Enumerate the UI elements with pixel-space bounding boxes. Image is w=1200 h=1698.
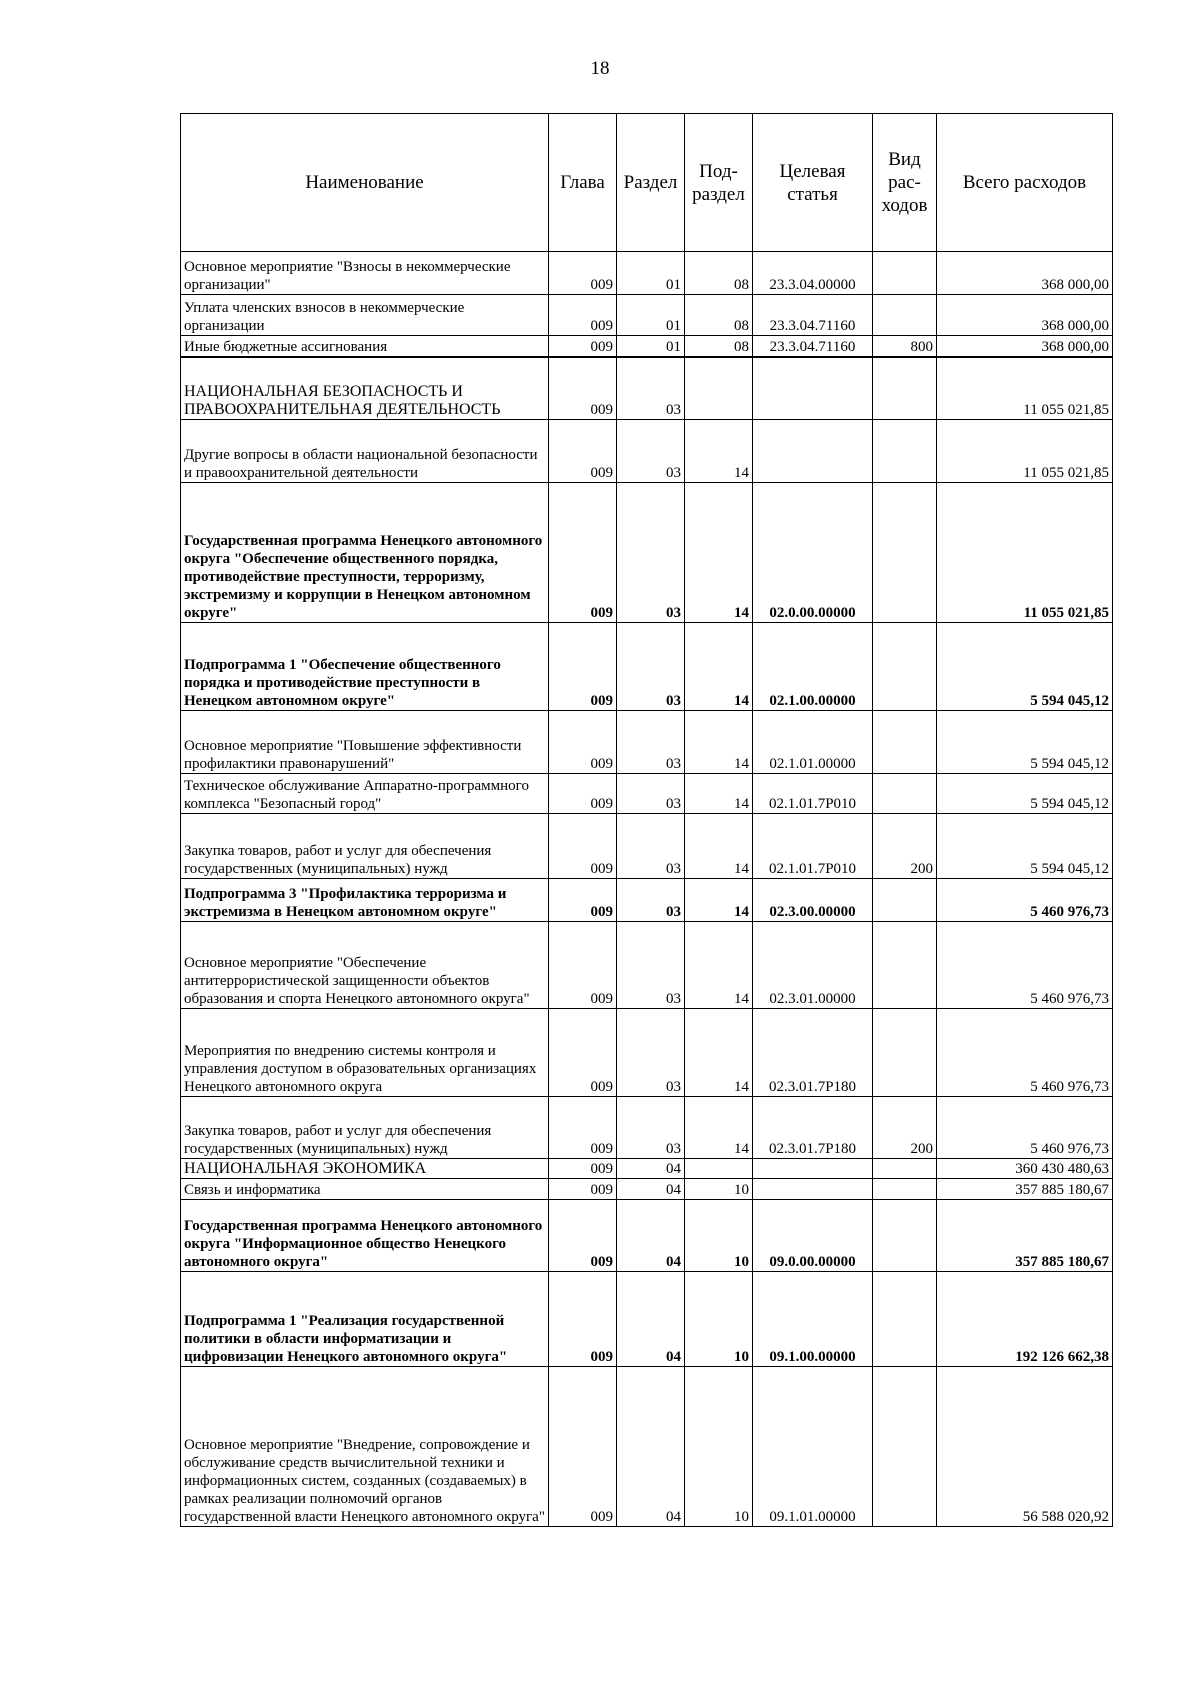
- row-total: 368 000,00: [937, 252, 1113, 295]
- row-chapter: 009: [549, 922, 617, 1009]
- budget-table: [180, 113, 1113, 1527]
- table-row: [181, 336, 1113, 357]
- row-name: Основное мероприятие "Повышение эффективности профилактики правонарушений": [181, 711, 549, 774]
- row-kind: [873, 711, 937, 774]
- table-row: [181, 295, 1113, 336]
- row-section: 03: [617, 357, 685, 420]
- row-section: 04: [617, 1367, 685, 1527]
- row-chapter: 009: [549, 1159, 617, 1179]
- row-target: 02.1.01.7Р010: [753, 774, 873, 814]
- row-subsection: 14: [685, 922, 753, 1009]
- row-chapter: 009: [549, 420, 617, 483]
- row-chapter: 009: [549, 1200, 617, 1272]
- row-name: Другие вопросы в области национальной безопасности и правоохранительной деятельности: [181, 420, 549, 483]
- row-target: 02.1.00.00000: [753, 623, 873, 711]
- row-target: [753, 357, 873, 420]
- row-chapter: 009: [549, 295, 617, 336]
- row-subsection: [685, 357, 753, 420]
- row-total: 360 430 480,63: [937, 1159, 1113, 1179]
- row-kind: [873, 295, 937, 336]
- row-chapter: 009: [549, 1367, 617, 1527]
- row-target: 09.0.00.00000: [753, 1200, 873, 1272]
- table-row: [181, 1009, 1113, 1097]
- row-section: 03: [617, 814, 685, 879]
- row-name: Основное мероприятие "Внедрение, сопровождение и обслуживание средств вычислительной техники и информационных систем, созданных (создаваемых) в рамках реализации полномочий органов государственной власти Ненецкого автономного округа": [181, 1367, 549, 1527]
- row-total: 11 055 021,85: [937, 357, 1113, 420]
- row-section: 03: [617, 922, 685, 1009]
- row-section: 03: [617, 774, 685, 814]
- row-kind: [873, 1009, 937, 1097]
- row-subsection: 14: [685, 623, 753, 711]
- row-chapter: 009: [549, 1009, 617, 1097]
- row-name: Уплата членских взносов в некоммерческие организации: [181, 295, 549, 336]
- row-section: 01: [617, 295, 685, 336]
- row-subsection: 14: [685, 774, 753, 814]
- row-target: 02.0.00.00000: [753, 483, 873, 623]
- page-number: 18: [590, 58, 610, 79]
- row-chapter: 009: [549, 1179, 617, 1200]
- row-kind: [873, 1159, 937, 1179]
- table-row: [181, 252, 1113, 295]
- row-kind: [873, 1367, 937, 1527]
- row-total: 357 885 180,67: [937, 1179, 1113, 1200]
- row-kind: [873, 1179, 937, 1200]
- table-row: [181, 879, 1113, 922]
- row-target: [753, 1179, 873, 1200]
- row-total: 11 055 021,85: [937, 420, 1113, 483]
- row-name: Основное мероприятие "Обеспечение антитеррористической защищенности объектов образования и спорта Ненецкого автономного округа": [181, 922, 549, 1009]
- row-section: 03: [617, 483, 685, 623]
- row-section: 03: [617, 1097, 685, 1159]
- row-section: 03: [617, 1009, 685, 1097]
- row-total: 5 594 045,12: [937, 774, 1113, 814]
- row-target: 02.3.01.7Р180: [753, 1097, 873, 1159]
- row-name: Мероприятия по внедрению системы контроля и управления доступом в образовательных организациях Ненецкого автономного округа: [181, 1009, 549, 1097]
- table-row: [181, 814, 1113, 879]
- row-total: 368 000,00: [937, 336, 1113, 357]
- row-chapter: 009: [549, 483, 617, 623]
- row-total: 5 594 045,12: [937, 711, 1113, 774]
- row-kind: [873, 879, 937, 922]
- row-section: 04: [617, 1200, 685, 1272]
- row-section: 04: [617, 1179, 685, 1200]
- table-row: [181, 623, 1113, 711]
- row-name: Связь и информатика: [181, 1179, 549, 1200]
- row-chapter: 009: [549, 774, 617, 814]
- row-chapter: 009: [549, 814, 617, 879]
- row-kind: [873, 483, 937, 623]
- table-row: [181, 357, 1113, 420]
- row-kind: [873, 922, 937, 1009]
- row-total: 192 126 662,38: [937, 1272, 1113, 1367]
- row-kind: [873, 1272, 937, 1367]
- table-row: [181, 420, 1113, 483]
- row-target: 23.3.04.00000: [753, 252, 873, 295]
- row-total: 5 460 976,73: [937, 1009, 1113, 1097]
- row-subsection: 10: [685, 1179, 753, 1200]
- row-target: [753, 420, 873, 483]
- header-subsection: Под- раздел: [685, 114, 753, 252]
- row-section: 03: [617, 623, 685, 711]
- row-total: 5 594 045,12: [937, 814, 1113, 879]
- row-chapter: 009: [549, 623, 617, 711]
- row-name: Иные бюджетные ассигнования: [181, 336, 549, 357]
- row-kind: [873, 357, 937, 420]
- row-subsection: 08: [685, 295, 753, 336]
- row-name: Государственная программа Ненецкого автономного округа "Информационное общество Ненецкого автономного округа": [181, 1200, 549, 1272]
- row-name: Закупка товаров, работ и услуг для обеспечения государственных (муниципальных) нужд: [181, 814, 549, 879]
- row-target: 09.1.00.00000: [753, 1272, 873, 1367]
- row-subsection: 14: [685, 420, 753, 483]
- row-target: 02.3.01.7Р180: [753, 1009, 873, 1097]
- row-target: [753, 1159, 873, 1179]
- row-total: 5 460 976,73: [937, 922, 1113, 1009]
- row-subsection: 14: [685, 1009, 753, 1097]
- row-section: 04: [617, 1159, 685, 1179]
- row-subsection: 08: [685, 336, 753, 357]
- header-target: Целевая статья: [753, 114, 873, 252]
- row-section: 04: [617, 1272, 685, 1367]
- table-row: [181, 483, 1113, 623]
- row-total: 5 460 976,73: [937, 1097, 1113, 1159]
- table-row: [181, 1179, 1113, 1200]
- row-subsection: 14: [685, 1097, 753, 1159]
- row-section: 01: [617, 336, 685, 357]
- row-target: 23.3.04.71160: [753, 336, 873, 357]
- row-section: 01: [617, 252, 685, 295]
- row-kind: [873, 420, 937, 483]
- row-chapter: 009: [549, 711, 617, 774]
- row-kind: 800: [873, 336, 937, 357]
- row-target: 02.3.01.00000: [753, 922, 873, 1009]
- row-chapter: 009: [549, 357, 617, 420]
- row-total: 11 055 021,85: [937, 483, 1113, 623]
- row-total: 5 594 045,12: [937, 623, 1113, 711]
- row-section: 03: [617, 420, 685, 483]
- row-target: 09.1.01.00000: [753, 1367, 873, 1527]
- row-chapter: 009: [549, 879, 617, 922]
- row-chapter: 009: [549, 336, 617, 357]
- table-row: [181, 1367, 1113, 1527]
- row-target: 02.1.01.00000: [753, 711, 873, 774]
- row-target: 02.1.01.7Р010: [753, 814, 873, 879]
- row-total: 5 460 976,73: [937, 879, 1113, 922]
- row-subsection: 14: [685, 814, 753, 879]
- table-row: [181, 1200, 1113, 1272]
- row-section: 03: [617, 879, 685, 922]
- row-kind: [873, 623, 937, 711]
- row-chapter: 009: [549, 1097, 617, 1159]
- table-row: [181, 1272, 1113, 1367]
- row-subsection: 14: [685, 483, 753, 623]
- table-row: [181, 1097, 1113, 1159]
- row-subsection: 10: [685, 1200, 753, 1272]
- row-subsection: [685, 1159, 753, 1179]
- header-section: Раздел: [617, 114, 685, 252]
- row-name: Подпрограмма 3 "Профилактика терроризма и экстремизма в Ненецком автономном округе": [181, 879, 549, 922]
- row-name: НАЦИОНАЛЬНАЯ БЕЗОПАСНОСТЬ И ПРАВООХРАНИТЕЛЬНАЯ ДЕЯТЕЛЬНОСТЬ: [181, 357, 549, 420]
- row-name: Подпрограмма 1 "Реализация государственной политики в области информатизации и цифровизации Ненецкого автономного округа": [181, 1272, 549, 1367]
- row-kind: 200: [873, 1097, 937, 1159]
- row-subsection: 10: [685, 1367, 753, 1527]
- row-subsection: 14: [685, 711, 753, 774]
- row-subsection: 08: [685, 252, 753, 295]
- table-header-row: [181, 114, 1113, 252]
- row-total: 56 588 020,92: [937, 1367, 1113, 1527]
- row-kind: [873, 252, 937, 295]
- row-kind: [873, 1200, 937, 1272]
- row-name: Основное мероприятие "Взносы в некоммерческие организации": [181, 252, 549, 295]
- table-row: [181, 1159, 1113, 1179]
- row-chapter: 009: [549, 1272, 617, 1367]
- row-subsection: 10: [685, 1272, 753, 1367]
- header-total: Всего расходов: [937, 114, 1113, 252]
- row-subsection: 14: [685, 879, 753, 922]
- row-total: 357 885 180,67: [937, 1200, 1113, 1272]
- row-chapter: 009: [549, 252, 617, 295]
- row-section: 03: [617, 711, 685, 774]
- row-name: Подпрограмма 1 "Обеспечение общественного порядка и противодействие преступности в Ненецком автономном округе": [181, 623, 549, 711]
- row-name: Техническое обслуживание Аппаратно-программного комплекса "Безопасный город": [181, 774, 549, 814]
- row-kind: [873, 774, 937, 814]
- row-name: НАЦИОНАЛЬНАЯ ЭКОНОМИКА: [181, 1159, 549, 1179]
- header-chapter: Глава: [549, 114, 617, 252]
- header-kind: Вид рас- ходов: [873, 114, 937, 252]
- row-target: 23.3.04.71160: [753, 295, 873, 336]
- table-row: [181, 922, 1113, 1009]
- row-target: 02.3.00.00000: [753, 879, 873, 922]
- row-total: 368 000,00: [937, 295, 1113, 336]
- header-name: Наименование: [181, 114, 549, 252]
- table-row: [181, 774, 1113, 814]
- row-name: Закупка товаров, работ и услуг для обеспечения государственных (муниципальных) нужд: [181, 1097, 549, 1159]
- table-row: [181, 711, 1113, 774]
- row-kind: 200: [873, 814, 937, 879]
- row-name: Государственная программа Ненецкого автономного округа "Обеспечение общественного порядка, противодействие преступности, терроризму, экстремизму и коррупции в Ненецком автономном округе": [181, 483, 549, 623]
